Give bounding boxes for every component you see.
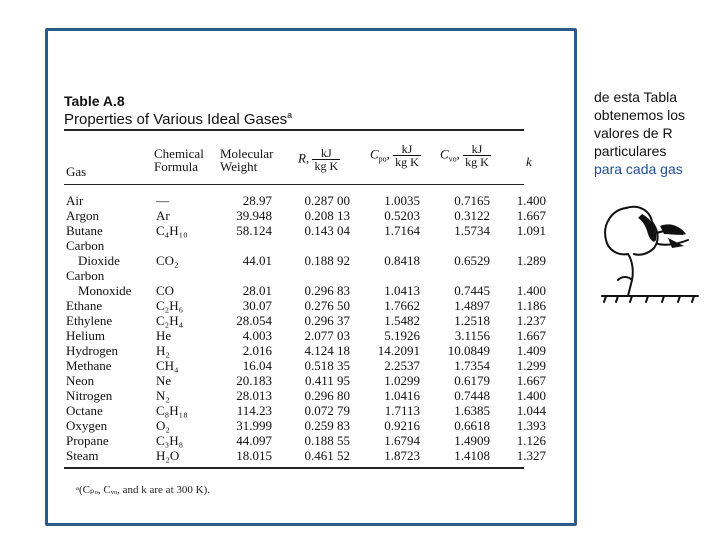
header-cp-sub: po <box>378 154 387 164</box>
cell-r: 0.461 52 <box>304 448 350 463</box>
table-title-block <box>64 93 292 128</box>
table-row <box>64 433 546 448</box>
cell-weight: 28.013 <box>236 388 272 403</box>
bottom-rule <box>64 467 524 469</box>
cell-cp: 1.0035 <box>384 193 420 208</box>
cell-gas: Air <box>66 193 84 208</box>
cell-cp: 1.7113 <box>384 403 420 418</box>
header-k <box>526 155 532 168</box>
cell-formula: — <box>156 193 169 208</box>
cell-cp: 5.1926 <box>384 328 420 343</box>
side-note-line: de esta Tabla <box>594 89 678 105</box>
cell-cp: 0.5203 <box>384 208 420 223</box>
cell-r: 0.072 79 <box>304 403 350 418</box>
table-caption-text: Properties of Various Ideal Gases <box>64 111 288 128</box>
cell-r: 0.296 83 <box>304 283 350 298</box>
header-r-unit-num: kJ <box>312 147 340 160</box>
cell-cp: 1.8723 <box>384 448 420 463</box>
cell-formula: C₈H₁₈ <box>156 403 188 418</box>
header-formula <box>154 147 204 173</box>
cell-cv: 1.7354 <box>454 358 490 373</box>
cell-formula: H₂O <box>156 448 180 463</box>
cell-k: 1.400 <box>516 283 546 298</box>
cell-r: 0.188 55 <box>304 433 350 448</box>
cell-gas: Dioxide <box>78 253 120 268</box>
table-row <box>64 343 546 358</box>
header-cp-unit-den: kg K <box>395 155 419 169</box>
table-footnote: ᵃ(Cₚₒ, Cᵥₒ, and k are at 300 K). <box>76 484 210 496</box>
cell-r: 0.411 95 <box>304 373 350 388</box>
cell-r: 0.518 35 <box>304 358 350 373</box>
cell-cv: 0.6618 <box>454 418 490 433</box>
cell-k: 1.667 <box>516 328 546 343</box>
cell-k: 1.186 <box>516 298 546 313</box>
cell-weight: 58.124 <box>236 223 272 238</box>
cell-k: 1.237 <box>516 313 546 328</box>
cell-formula: CH₄ <box>156 358 179 373</box>
cell-weight: 20.183 <box>236 373 272 388</box>
header-r: R, $\frac{kJ}{\text{kg K}}$ <box>298 146 339 173</box>
cell-weight: 4.003 <box>242 328 272 343</box>
cell-cv: 10.0849 <box>447 343 490 358</box>
header-cv-unit-num: kJ <box>463 143 491 156</box>
cell-cp: 1.0299 <box>384 373 420 388</box>
header-gas: Gas <box>66 164 87 179</box>
cell-cp: 1.7164 <box>384 223 420 238</box>
table-caption <box>64 110 292 128</box>
table-number: Table A.8 <box>64 93 125 109</box>
cell-gas: Neon <box>66 373 95 388</box>
cell-cv: 3.1156 <box>454 328 490 343</box>
cell-cv: 1.4909 <box>454 433 490 448</box>
cell-r: 0.259 83 <box>304 418 350 433</box>
cell-weight: 16.04 <box>242 358 272 373</box>
cell-gas: Octane <box>66 403 103 418</box>
cell-gas: Helium <box>66 328 105 343</box>
cell-cv: 0.6179 <box>454 373 490 388</box>
cell-gas: Carbon <box>66 268 105 283</box>
cell-gas: Carbon <box>66 238 105 253</box>
table-row <box>64 358 546 373</box>
cell-k: 1.409 <box>516 343 546 358</box>
cell-r: 0.188 92 <box>304 253 350 268</box>
cell-cp: 1.0416 <box>384 388 420 403</box>
cell-gas: Oxygen <box>66 418 108 433</box>
header-cv-unit <box>463 143 491 168</box>
cell-r: 0.143 04 <box>304 223 350 238</box>
cell-formula: He <box>156 328 172 343</box>
cell-k: 1.044 <box>516 403 546 418</box>
cell-cv: 0.7448 <box>454 388 490 403</box>
table-frame <box>45 28 577 526</box>
cell-weight: 114.23 <box>236 403 272 418</box>
cell-formula: H₂ <box>156 343 170 358</box>
cell-gas: Argon <box>66 208 99 223</box>
cell-k: 1.091 <box>516 223 546 238</box>
cell-formula: CO₂ <box>156 253 179 268</box>
side-note-line: obtenemos los <box>594 107 686 123</box>
cell-cv: 0.3122 <box>454 208 490 223</box>
cell-r: 0.287 00 <box>304 193 350 208</box>
cell-weight: 44.01 <box>242 253 272 268</box>
cell-cp: 1.5482 <box>384 313 420 328</box>
header-cp: $C_{po}$, $\frac{kJ}{\text{kg K}}$ <box>370 142 419 169</box>
cell-gas: Hydrogen <box>66 343 118 358</box>
header-formula-line2: Formula <box>154 159 199 174</box>
header-r-symbol: R <box>298 150 306 166</box>
cell-gas: Methane <box>66 358 112 373</box>
cell-k: 1.289 <box>516 253 546 268</box>
table-row <box>64 208 546 223</box>
cell-cv: 1.6385 <box>454 403 490 418</box>
table-row <box>64 253 546 268</box>
cell-weight: 39.948 <box>236 208 272 223</box>
thinking-figure-icon <box>598 200 706 304</box>
cell-r: 0.208 13 <box>304 208 350 223</box>
cell-gas: Ethylene <box>66 313 113 328</box>
header-weight-line1: Molecular <box>220 146 274 161</box>
side-note-line-accent: para cada gas <box>594 161 683 177</box>
header-cv-sub: vo <box>448 154 457 164</box>
cell-formula: Ar <box>156 208 170 223</box>
cell-cv: 1.2518 <box>454 313 490 328</box>
table-row <box>64 403 546 418</box>
cell-k: 1.327 <box>516 448 546 463</box>
cell-k: 1.400 <box>516 388 546 403</box>
header-k-symbol: k <box>526 154 532 169</box>
cell-cp: 1.6794 <box>384 433 420 448</box>
cell-weight: 2.016 <box>242 343 272 358</box>
cell-cv: 1.4108 <box>454 448 490 463</box>
table-row <box>64 418 546 433</box>
table-row <box>64 313 546 328</box>
table-caption-mark: a <box>287 110 293 120</box>
table-row <box>64 283 546 298</box>
cell-k: 1.393 <box>516 418 546 433</box>
header-cp-unit-num: kJ <box>393 143 421 156</box>
table-row <box>64 238 534 253</box>
cell-cv: 0.7165 <box>454 193 490 208</box>
cell-k: 1.667 <box>516 373 546 388</box>
cell-cp: 14.2091 <box>377 343 420 358</box>
cell-cp: 0.9216 <box>384 418 420 433</box>
cell-formula: CO <box>156 283 175 298</box>
cell-formula: Ne <box>156 373 172 388</box>
cell-cp: 2.2537 <box>384 358 420 373</box>
cell-gas: Ethane <box>66 298 103 313</box>
cell-formula: N₂ <box>156 388 170 403</box>
header-cv-unit-den: kg K <box>465 155 489 169</box>
cell-formula: C₃H₈ <box>156 433 184 448</box>
header-cv-symbol: C <box>440 146 449 162</box>
cell-gas: Steam <box>66 448 99 463</box>
cell-k: 1.299 <box>516 358 546 373</box>
cell-formula: O₂ <box>156 418 170 433</box>
cell-k: 1.400 <box>516 193 546 208</box>
cell-gas: Nitrogen <box>66 388 113 403</box>
cell-cp: 1.7662 <box>384 298 420 313</box>
cell-formula: C₂H₆ <box>156 298 184 313</box>
cell-gas: Propane <box>66 433 109 448</box>
cell-cv: 0.7445 <box>454 283 490 298</box>
top-rule <box>64 129 524 131</box>
header-r-unit <box>312 147 340 172</box>
cell-cv: 1.5734 <box>454 223 490 238</box>
cell-gas: Butane <box>66 223 103 238</box>
header-weight <box>220 147 273 173</box>
cell-cp: 0.8418 <box>384 253 420 268</box>
cell-weight: 28.01 <box>242 283 272 298</box>
table-row <box>64 328 546 343</box>
side-note-line: particulares <box>594 143 667 159</box>
cell-r: 0.296 80 <box>304 388 350 403</box>
cell-cv: 1.4897 <box>454 298 490 313</box>
cell-r: 0.276 50 <box>304 298 350 313</box>
side-note <box>594 88 716 178</box>
cell-weight: 28.054 <box>236 313 272 328</box>
header-cv: $C_{vo}$, $\frac{kJ}{\text{kg K}}$ <box>440 142 489 169</box>
header-formula-line1: Chemical <box>154 146 204 161</box>
table-row <box>64 268 534 283</box>
header-cp-unit <box>393 143 421 168</box>
cell-weight: 44.097 <box>236 433 272 448</box>
cell-formula: C₄H₁₀ <box>156 223 188 238</box>
table-row <box>64 448 546 463</box>
cell-r: 0.296 37 <box>304 313 350 328</box>
side-note-line: valores de R <box>594 125 673 141</box>
cell-k: 1.667 <box>516 208 546 223</box>
cell-formula: C₂H₄ <box>156 313 184 328</box>
cell-k: 1.126 <box>516 433 546 448</box>
cell-weight: 28.97 <box>242 193 272 208</box>
header-r-unit-den: kg K <box>314 159 339 173</box>
table-row <box>64 223 546 238</box>
cell-weight: 30.07 <box>242 298 272 313</box>
header-rule <box>64 184 524 185</box>
cell-weight: 18.015 <box>236 448 272 463</box>
header-weight-line2: Weight <box>220 159 258 174</box>
cell-r: 2.077 03 <box>304 328 350 343</box>
table-row <box>64 193 546 208</box>
cell-cv: 0.6529 <box>454 253 490 268</box>
cell-cp: 1.0413 <box>384 283 420 298</box>
header-cp-symbol: C <box>370 146 379 162</box>
cell-r: 4.124 18 <box>304 343 350 358</box>
cell-gas: Monoxide <box>78 283 132 298</box>
cell-weight: 31.999 <box>236 418 272 433</box>
table-row <box>64 373 546 388</box>
table-row <box>64 298 546 313</box>
table-row <box>64 388 546 403</box>
